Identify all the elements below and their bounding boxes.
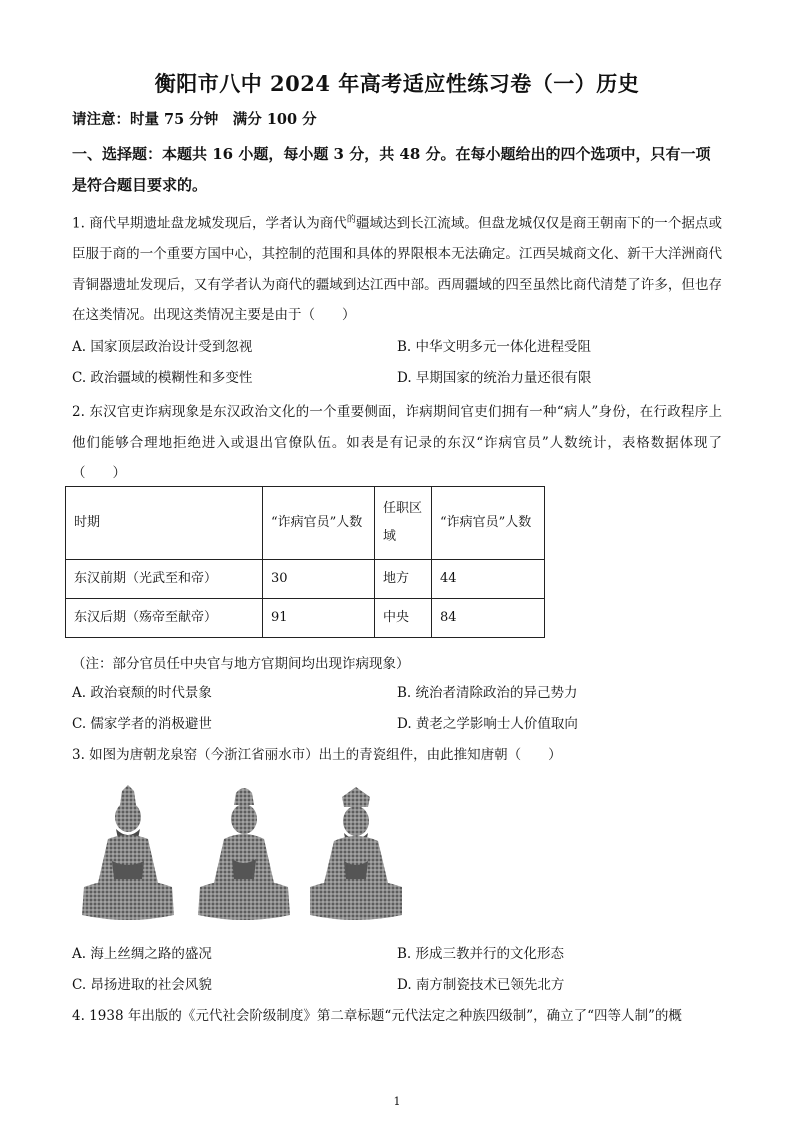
table-cell: 东汉前期（光武至和帝）: [66, 560, 263, 599]
table-row: [66, 599, 545, 638]
table-cell: 30: [263, 560, 375, 599]
q3-option-a: A. 海上丝绸之路的盛况: [72, 946, 212, 962]
q3-option-c: C. 昂扬进取的社会风貌: [72, 977, 212, 993]
table-header-cell: 时期: [66, 487, 263, 560]
page-title: 衡阳市八中 2024 年高考适应性练习卷（一）历史: [154, 71, 640, 96]
seated-figure-left: [78, 783, 178, 925]
seated-figure-right: [308, 783, 404, 925]
q1-option-d: D. 早期国家的统治力量还很有限: [397, 370, 592, 386]
table-header-cell: “诈病官员”人数: [263, 487, 375, 560]
q3-option-b: B. 形成三教并行的文化形态: [397, 946, 565, 962]
table-row: [66, 560, 545, 599]
exam-notice: 请注意：时量 75 分钟 满分 100 分: [72, 111, 317, 128]
celadon-figures-image: [78, 783, 388, 925]
table-header-cell: 任职区域: [375, 487, 432, 560]
q2-option-a: A. 政治衰颓的时代景象: [72, 685, 212, 701]
q3-option-d: D. 南方制瓷技术已领先北方: [397, 977, 565, 993]
table-note: （注：部分官员任中央官与地方官期间均出现诈病现象）: [72, 656, 410, 672]
q2-option-c: C. 儒家学者的消极避世: [72, 716, 212, 732]
q1-option-c: C. 政治疆域的模糊性和多变性: [72, 370, 253, 386]
question-3-stem: 3. 如图为唐朝龙泉窑（今浙江省丽水市）出土的青瓷组件，由此推知唐朝（ ）: [72, 747, 562, 763]
question-2-stem: 2. 东汉官吏诈病现象是东汉政治文化的一个重要侧面，诈病期间官吏们拥有一种“病人”身份，在行政程序上他们能够合理地拒绝进入或退出官僚队伍。如表是有记录的东汉“诈病官员”人数统计，表格数据体现了（ ）: [72, 404, 722, 481]
page-number: 1: [393, 1095, 401, 1108]
table-cell: 东汉后期（殇帝至献帝）: [66, 599, 263, 638]
q2-option-d: D. 黄老之学影响士人价值取向: [397, 716, 578, 732]
question-4-stem: 4. 1938 年出版的《元代社会阶级制度》第二章标题“元代法定之种族四级制”，确立了“四等人制”的概: [72, 1008, 682, 1024]
question-1-stem: 1. 商代早期遗址盘龙城发现后，学者认为商代$^的$疆域达到长江流域。但盘龙城仅仅是商王朝南下的一个据点或臣服于商的一个重要方国中心，其控制的范围和具体的界限根本无法确定。江西吴城商文化、新干大洋洲商代青铜器遗址发现后，又有学者认为商代的疆域到达江西中部。西周疆域的四至虽然比商代清楚了许多，但也存在这类情况。出现这类情况主要是由于（ ）: [72, 215, 722, 323]
table-cell: 44: [432, 560, 545, 599]
table-header-cell: “诈病官员”人数: [432, 487, 545, 560]
q1-option-b: B. 中华文明多元一体化进程受阻: [397, 339, 592, 355]
section-heading: 一、选择题：本题共 16 小题，每小题 3 分，共 48 分。在每小题给出的四个选项中，只有一项是符合题目要求的。: [72, 145, 711, 194]
seated-figure-middle: [196, 783, 292, 925]
table-header-row: [66, 487, 545, 560]
table-cell: 91: [263, 599, 375, 638]
q2-option-b: B. 统治者清除政治的异己势力: [397, 685, 578, 701]
table-cell: 中央: [375, 599, 432, 638]
data-table: [65, 486, 545, 638]
table-cell: 地方: [375, 560, 432, 599]
table-cell: 84: [432, 599, 545, 638]
q1-option-a: A. 国家顶层政治设计受到忽视: [72, 339, 253, 355]
